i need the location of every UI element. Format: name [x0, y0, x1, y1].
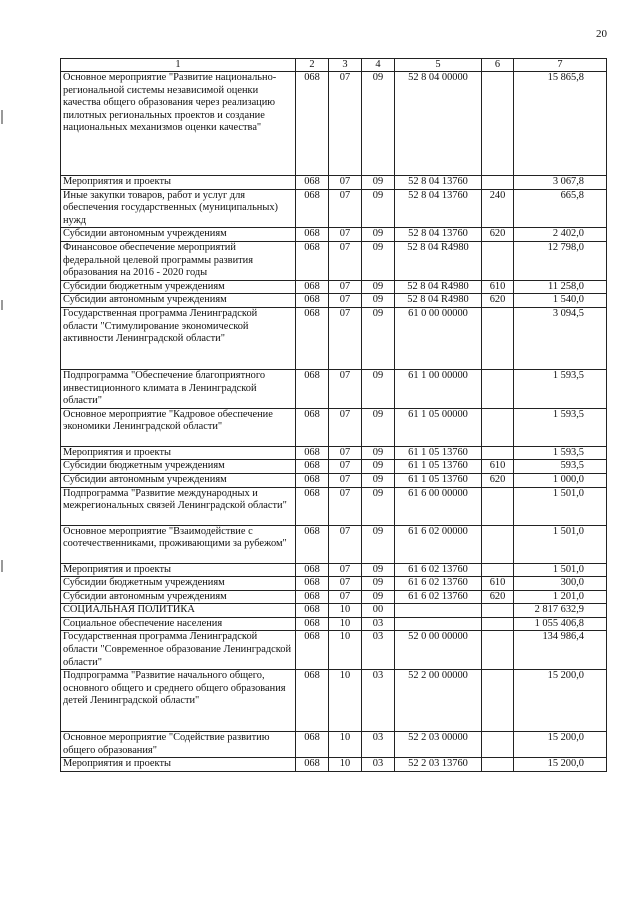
row-rz: 10 [329, 732, 362, 758]
row-csr: 52 0 00 00000 [395, 631, 482, 670]
row-name: Субсидии автономным учреждениям [61, 473, 296, 487]
row-csr: 61 1 00 00000 [395, 369, 482, 408]
table-row [61, 72, 607, 176]
row-pr: 03 [362, 732, 395, 758]
row-name: Основное мероприятие "Кадровое обеспечение экономики Ленинградской области" [61, 408, 296, 446]
row-grbs: 068 [296, 408, 329, 446]
row-grbs: 068 [296, 294, 329, 308]
row-vr: 620 [482, 590, 514, 604]
row-rz: 07 [329, 487, 362, 525]
row-rz: 07 [329, 294, 362, 308]
row-grbs: 068 [296, 446, 329, 460]
row-rz: 10 [329, 604, 362, 618]
table-row [61, 525, 607, 563]
row-sum: 1 593,5 [514, 446, 607, 460]
row-rz: 07 [329, 228, 362, 242]
row-csr: 52 8 04 13760 [395, 228, 482, 242]
table-row [61, 631, 607, 670]
header-col-1: 1 [61, 59, 296, 72]
row-pr: 09 [362, 460, 395, 474]
row-pr: 00 [362, 604, 395, 618]
row-rz: 10 [329, 617, 362, 631]
row-pr: 09 [362, 473, 395, 487]
row-csr: 52 8 04 R4980 [395, 280, 482, 294]
row-vr [482, 241, 514, 280]
row-rz: 07 [329, 408, 362, 446]
row-name: Субсидии бюджетным учреждениям [61, 280, 296, 294]
scan-margin-marks [0, 0, 6, 905]
row-csr: 61 1 05 13760 [395, 460, 482, 474]
row-grbs: 068 [296, 460, 329, 474]
row-sum: 1 593,5 [514, 408, 607, 446]
row-sum: 300,0 [514, 577, 607, 591]
row-csr: 52 2 03 00000 [395, 732, 482, 758]
row-sum: 15 200,0 [514, 732, 607, 758]
row-sum: 15 200,0 [514, 670, 607, 732]
row-name: Субсидии бюджетным учреждениям [61, 577, 296, 591]
table-row [61, 590, 607, 604]
row-sum: 1 501,0 [514, 525, 607, 563]
row-name: Подпрограмма "Развитие международных и межрегиональных связей Ленинградской области" [61, 487, 296, 525]
row-name: Основное мероприятие "Взаимодействие с соотечественниками, проживающими за рубежом" [61, 525, 296, 563]
row-vr [482, 617, 514, 631]
row-pr: 03 [362, 670, 395, 732]
table-body [61, 72, 607, 772]
row-sum: 3 094,5 [514, 307, 607, 369]
row-pr: 09 [362, 369, 395, 408]
row-vr: 610 [482, 460, 514, 474]
table-row [61, 369, 607, 408]
table-row [61, 758, 607, 772]
row-pr: 09 [362, 408, 395, 446]
row-pr: 09 [362, 446, 395, 460]
table-row [61, 307, 607, 369]
row-grbs: 068 [296, 307, 329, 369]
row-csr: 52 8 04 R4980 [395, 294, 482, 308]
row-pr: 09 [362, 280, 395, 294]
table-row [61, 732, 607, 758]
row-vr: 240 [482, 189, 514, 228]
header-col-3: 3 [329, 59, 362, 72]
row-grbs: 068 [296, 487, 329, 525]
table-header-row [61, 59, 607, 72]
row-name: Мероприятия и проекты [61, 758, 296, 772]
row-vr [482, 72, 514, 176]
row-sum: 593,5 [514, 460, 607, 474]
header-col-2: 2 [296, 59, 329, 72]
row-sum: 1 055 406,8 [514, 617, 607, 631]
row-name: Подпрограмма "Обеспечение благоприятного инвестиционного климата в Ленинградской области" [61, 369, 296, 408]
row-name: Субсидии автономным учреждениям [61, 590, 296, 604]
row-sum: 1 000,0 [514, 473, 607, 487]
row-grbs: 068 [296, 525, 329, 563]
row-pr: 03 [362, 617, 395, 631]
row-grbs: 068 [296, 590, 329, 604]
row-rz: 10 [329, 631, 362, 670]
row-grbs: 068 [296, 473, 329, 487]
row-grbs: 068 [296, 604, 329, 618]
row-vr [482, 487, 514, 525]
row-rz: 07 [329, 473, 362, 487]
row-rz: 07 [329, 590, 362, 604]
row-name: Подпрограмма "Развитие начального общего, основного общего и среднего общего образования детей Ленинградской области" [61, 670, 296, 732]
row-vr [482, 307, 514, 369]
row-grbs: 068 [296, 241, 329, 280]
table-row [61, 241, 607, 280]
row-rz: 07 [329, 369, 362, 408]
row-rz: 07 [329, 460, 362, 474]
table-row [61, 460, 607, 474]
row-name: Финансовое обеспечение мероприятий федеральной целевой программы развития образования на 2016 - 2020 годы [61, 241, 296, 280]
row-vr: 610 [482, 280, 514, 294]
row-vr: 610 [482, 577, 514, 591]
row-grbs: 068 [296, 189, 329, 228]
row-rz: 07 [329, 446, 362, 460]
table-row [61, 487, 607, 525]
row-grbs: 068 [296, 732, 329, 758]
header-col-4: 4 [362, 59, 395, 72]
row-csr: 61 6 02 00000 [395, 525, 482, 563]
row-name: Мероприятия и проекты [61, 563, 296, 577]
row-sum: 134 986,4 [514, 631, 607, 670]
row-pr: 09 [362, 241, 395, 280]
row-csr: 61 6 02 13760 [395, 590, 482, 604]
row-csr: 52 8 04 00000 [395, 72, 482, 176]
row-vr [482, 758, 514, 772]
row-pr: 09 [362, 525, 395, 563]
row-vr [482, 732, 514, 758]
row-sum: 11 258,0 [514, 280, 607, 294]
row-csr: 52 2 00 00000 [395, 670, 482, 732]
table-row [61, 577, 607, 591]
row-name: Социальное обеспечение населения [61, 617, 296, 631]
row-pr: 09 [362, 189, 395, 228]
header-col-5: 5 [395, 59, 482, 72]
row-sum: 665,8 [514, 189, 607, 228]
row-sum: 1 201,0 [514, 590, 607, 604]
row-name: Мероприятия и проекты [61, 176, 296, 190]
row-name: Субсидии автономным учреждениям [61, 294, 296, 308]
header-col-6: 6 [482, 59, 514, 72]
row-grbs: 068 [296, 617, 329, 631]
row-name: Субсидии бюджетным учреждениям [61, 460, 296, 474]
row-sum: 3 067,8 [514, 176, 607, 190]
row-grbs: 068 [296, 72, 329, 176]
row-csr: 61 6 02 13760 [395, 577, 482, 591]
row-grbs: 068 [296, 631, 329, 670]
page-number: 20 [596, 28, 607, 40]
row-vr: 620 [482, 473, 514, 487]
row-pr: 09 [362, 590, 395, 604]
row-pr: 03 [362, 758, 395, 772]
row-vr [482, 446, 514, 460]
row-csr: 61 1 05 00000 [395, 408, 482, 446]
row-sum: 1 501,0 [514, 563, 607, 577]
row-grbs: 068 [296, 176, 329, 190]
row-csr: 61 1 05 13760 [395, 473, 482, 487]
row-csr [395, 604, 482, 618]
table-row [61, 473, 607, 487]
row-rz: 07 [329, 176, 362, 190]
row-grbs: 068 [296, 228, 329, 242]
row-rz: 07 [329, 189, 362, 228]
row-sum: 12 798,0 [514, 241, 607, 280]
row-pr: 09 [362, 294, 395, 308]
row-grbs: 068 [296, 369, 329, 408]
row-name: Государственная программа Ленинградской области "Стимулирование экономической активности Ленинградской области" [61, 307, 296, 369]
row-sum: 15 865,8 [514, 72, 607, 176]
row-vr [482, 408, 514, 446]
row-name: Основное мероприятие "Содействие развитию общего образования" [61, 732, 296, 758]
row-sum: 2 402,0 [514, 228, 607, 242]
row-rz: 07 [329, 577, 362, 591]
row-vr [482, 176, 514, 190]
row-rz: 07 [329, 72, 362, 176]
row-name: Основное мероприятие "Развитие национально-региональной системы независимой оценки качества общего образования через реализацию пилотных региональных проектов и создание национальных механизмов оценки качества" [61, 72, 296, 176]
table-row [61, 446, 607, 460]
row-vr: 620 [482, 294, 514, 308]
row-vr [482, 604, 514, 618]
row-name: Мероприятия и проекты [61, 446, 296, 460]
row-pr: 09 [362, 563, 395, 577]
row-vr [482, 670, 514, 732]
row-rz: 07 [329, 307, 362, 369]
table-row [61, 228, 607, 242]
row-name: Иные закупки товаров, работ и услуг для обеспечения государственных (муниципальных) нужд [61, 189, 296, 228]
row-pr: 09 [362, 228, 395, 242]
row-sum: 2 817 632,9 [514, 604, 607, 618]
row-pr: 09 [362, 577, 395, 591]
table-row [61, 604, 607, 618]
row-vr [482, 369, 514, 408]
row-rz: 10 [329, 758, 362, 772]
row-csr: 52 8 04 13760 [395, 176, 482, 190]
row-csr: 52 2 03 13760 [395, 758, 482, 772]
row-pr: 03 [362, 631, 395, 670]
table-row [61, 280, 607, 294]
header-col-7: 7 [514, 59, 607, 72]
row-csr: 61 1 05 13760 [395, 446, 482, 460]
row-csr: 61 0 00 00000 [395, 307, 482, 369]
row-grbs: 068 [296, 563, 329, 577]
table-row [61, 189, 607, 228]
row-csr: 61 6 02 13760 [395, 563, 482, 577]
row-name: Государственная программа Ленинградской области "Современное образование Ленинградской области" [61, 631, 296, 670]
row-grbs: 068 [296, 577, 329, 591]
row-csr: 61 6 00 00000 [395, 487, 482, 525]
row-grbs: 068 [296, 280, 329, 294]
row-pr: 09 [362, 487, 395, 525]
row-csr: 52 8 04 13760 [395, 189, 482, 228]
row-sum: 1 593,5 [514, 369, 607, 408]
row-vr [482, 563, 514, 577]
table-row [61, 294, 607, 308]
row-name: СОЦИАЛЬНАЯ ПОЛИТИКА [61, 604, 296, 618]
row-rz: 07 [329, 241, 362, 280]
budget-table [60, 58, 607, 772]
row-sum: 15 200,0 [514, 758, 607, 772]
table-row [61, 563, 607, 577]
row-pr: 09 [362, 176, 395, 190]
row-grbs: 068 [296, 670, 329, 732]
row-sum: 1 540,0 [514, 294, 607, 308]
row-rz: 07 [329, 563, 362, 577]
row-vr: 620 [482, 228, 514, 242]
table-row [61, 670, 607, 732]
row-name: Субсидии автономным учреждениям [61, 228, 296, 242]
table-row [61, 176, 607, 190]
row-rz: 10 [329, 670, 362, 732]
row-vr [482, 631, 514, 670]
row-rz: 07 [329, 280, 362, 294]
row-vr [482, 525, 514, 563]
row-pr: 09 [362, 307, 395, 369]
table-row [61, 408, 607, 446]
row-pr: 09 [362, 72, 395, 176]
row-grbs: 068 [296, 758, 329, 772]
row-csr [395, 617, 482, 631]
table-row [61, 617, 607, 631]
row-csr: 52 8 04 R4980 [395, 241, 482, 280]
row-rz: 07 [329, 525, 362, 563]
row-sum: 1 501,0 [514, 487, 607, 525]
